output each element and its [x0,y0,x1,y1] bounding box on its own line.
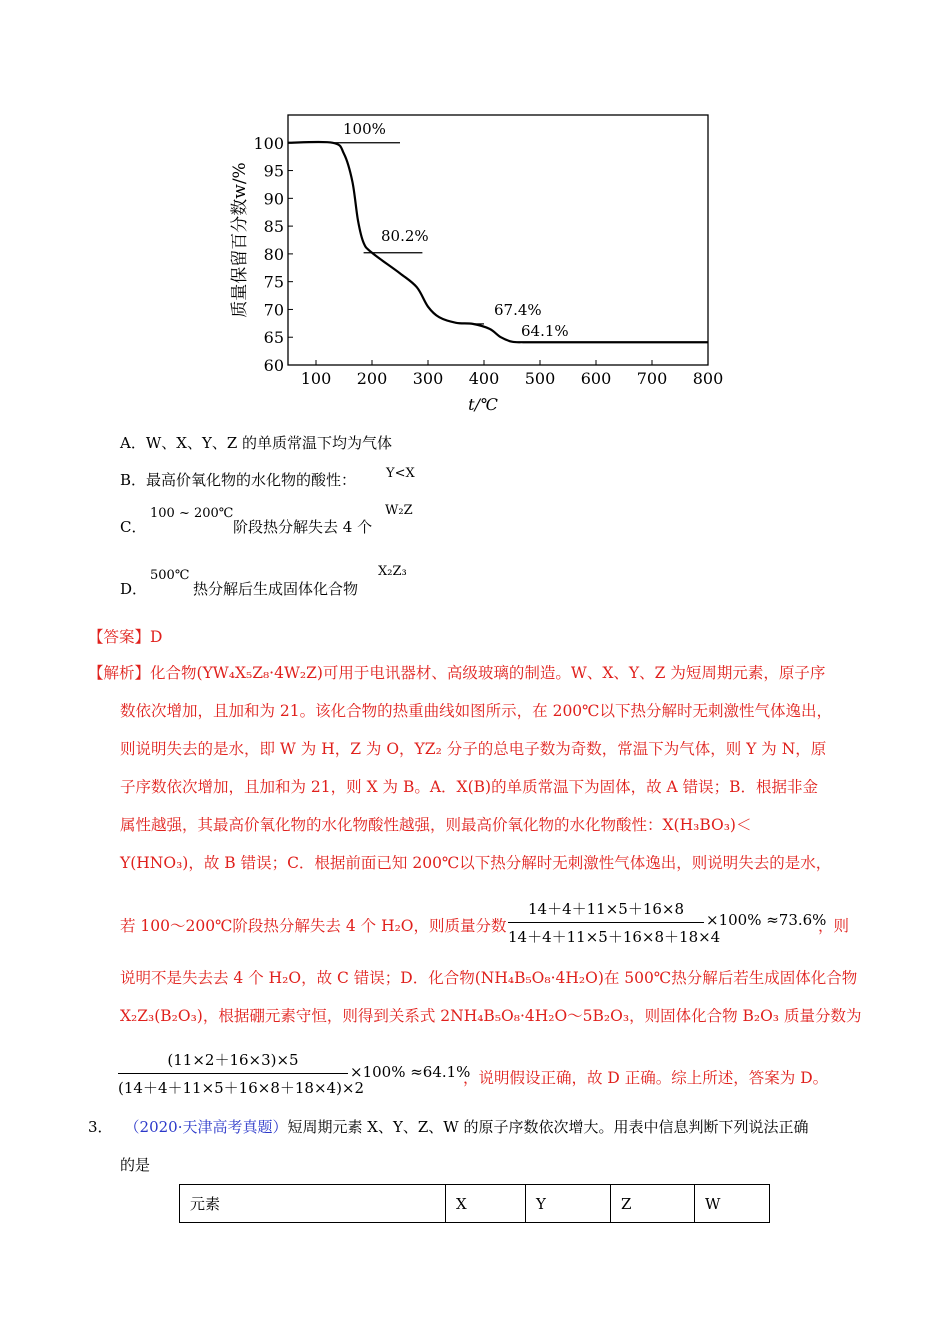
annot-67-4: 67.4% [494,301,542,319]
table-header-cell: X [446,1185,526,1223]
option-c-text: 阶段热分解失去 4 个 [233,518,373,536]
option-d-cond: 500℃ [150,568,190,583]
option-c-cond: 100 ~ 200℃ [150,506,234,521]
fraction-64-1 [118,1049,365,1098]
analysis-text-1: 化合物(YW₄X₅Z₈·4W₂Z)可用于电讯器材、高级玻璃的制造。W、X、Y、Z 为短周期元素，原子序 [150,664,826,682]
fraction-73-6-numerator: 14＋4＋11×5＋16×8 [527,900,685,918]
y-tick-label: 95 [263,161,284,181]
answer-line [88,625,162,647]
analysis-line-6: Y(HNO₃)，故 B 错误；C．根据前面已知 200℃以下热分解时无刺激性气体逸出，则说明失去的是水， [120,854,832,872]
fraction-73-6-denominator: 14＋4＋11×5＋16×8＋18×4 [508,928,721,946]
thermogravimetric-chart [215,105,735,420]
option-b-formula: Y<X [386,466,415,481]
option-b-label: B． [120,471,147,489]
annot-64-1: 64.1% [521,322,569,340]
option-b-text: 最高价氧化物的水化物的酸性： [146,471,357,489]
option-b [120,469,356,490]
fraction-64-1-tail: ×100% ≈64.1% [350,1063,471,1081]
option-d-formula: X₂Z₃ [378,564,407,579]
analysis-line-8: 说明不是失去去 4 个 H₂O，故 C 错误；D．化合物(NH₄B₅O₈·4H₂O)在 500℃热分解后若生成固体化合物 [120,969,858,987]
table-header-cell: W [695,1185,770,1223]
question-3-line-2: 的是 [120,1156,151,1174]
analysis-line-10: ，说明假设正确，故 D 正确。综上所述，答案为 D。 [463,1069,829,1087]
y-tick-label: 70 [263,300,284,320]
analysis-line-1 [88,661,825,683]
table-row [180,1185,770,1223]
element-table [179,1184,770,1223]
x-tick-label: 800 [692,369,724,388]
analysis-line-4: 子序数依次增加，且加和为 21，则 X 为 B。A．X(B)的单质常温下为固体，故 A 错误；B．根据非金 [120,778,819,796]
option-a [120,432,392,453]
x-tick-label: 100 [300,369,332,388]
answer-tag: 【答案】 [88,628,151,646]
y-tick-label: 60 [263,356,284,375]
analysis-line-5: 属性越强，其最高价氧化物的水化物酸性越强，则最高价氧化物的水化物酸性：X(H₃BO₃)＜ [120,816,752,834]
y-tick-label: 100 [253,133,284,153]
option-c-formula: W₂Z [385,503,413,518]
analysis-line-9: X₂Z₃(B₂O₃)，根据硼元素守恒，则得到关系式 2NH₄B₅O₈·4H₂O～5B₂O₃，则固体化合物 B₂O₃ 质量分数为 [120,1007,862,1025]
option-d-text: 热分解后生成固体化合物 [193,580,359,598]
fraction-73-6-tail: ×100% ≈73.6% [706,911,827,929]
fraction-bar [118,1073,348,1074]
option-d-label: D． [120,580,148,598]
x-tick-label: 500 [524,369,556,388]
y-tick-label: 80 [263,244,284,264]
annot-100: 100% [343,120,386,138]
analysis-line-3: 则说明失去的是水，即 W 为 H，Z 为 O，YZ₂ 分子的总电子数为奇数，常温下为气体，则 Y 为 N，原 [120,740,827,758]
analysis-line-7b: ，则 [818,917,850,935]
table-header-cell: 元素 [180,1185,446,1223]
fraction-64-1-numerator: (11×2＋16×3)×5 [167,1051,299,1069]
fraction-bar [508,922,704,923]
x-tick-label: 600 [580,369,612,388]
y-axis-label: 质量保留百分数w/% [230,162,250,318]
question-text: 短周期元素 X、Y、Z、W 的原子序数依次增大。用表中信息判断下列说法正确 [287,1118,809,1136]
y-tick-label: 85 [263,217,284,237]
fraction-64-1-denominator: (14＋4＋11×5＋16×8＋18×4)×2 [118,1079,365,1097]
question-source: （2020·天津高考真题） [124,1118,288,1136]
annot-80-2: 80.2% [381,227,429,245]
x-tick-label: 400 [468,369,500,388]
y-tick-label: 75 [263,272,284,292]
table-header-cell: Y [526,1185,611,1223]
x-tick-label: 200 [356,369,388,388]
option-a-label: A． [120,434,146,452]
y-tick-label: 90 [263,189,284,209]
table-header-cell: Z [611,1185,695,1223]
option-a-text: W、X、Y、Z 的单质常温下均为气体 [145,434,393,452]
question-3 [88,1116,808,1137]
fraction-73-6 [508,898,721,947]
answer-value: D [150,628,163,646]
question-number: 3． [88,1118,113,1136]
y-tick-label: 65 [263,328,284,348]
analysis-line-2: 数依次增加，且加和为 21。该化合物的热重曲线如图所示，在 200℃以下热分解时无刺激性气体逸出， [120,702,833,720]
analysis-line-7a: 若 100～200℃阶段热分解失去 4 个 H₂O，则质量分数 [120,917,507,935]
analysis-tag: 【解析】 [88,664,151,682]
option-c-label: C． [120,518,147,536]
x-tick-label: 700 [636,369,668,388]
x-axis-label: t/℃ [468,395,498,414]
plot-frame [288,115,708,365]
x-tick-label: 300 [412,369,444,388]
